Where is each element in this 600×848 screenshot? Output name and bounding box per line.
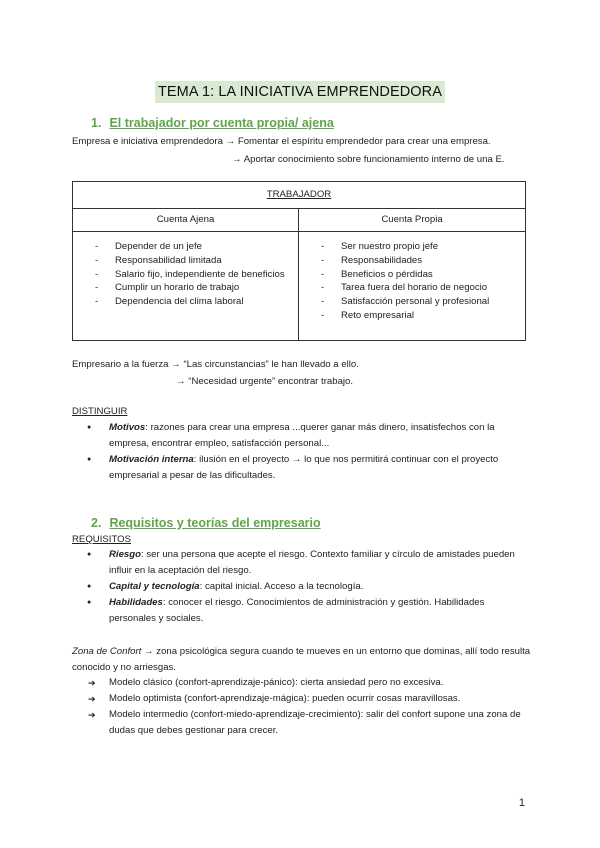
section-2-title: Requisitos y teorías del empresario	[109, 516, 321, 530]
list-item: - Depender de un jefe	[73, 240, 298, 254]
confort-models-list	[72, 675, 532, 739]
section-2-number: 2.	[91, 516, 102, 530]
section-1-number: 1.	[91, 116, 102, 130]
bullet-text: : conocer el riesgo. Conocimientos de administración y gestión. Habilidades personales y sociales.	[109, 597, 485, 624]
list-item: - Ser nuestro propio jefe	[299, 240, 525, 254]
propia-list	[299, 232, 525, 323]
list-item: ➔ Modelo optimista (confort-aprendizaje-mágica): pueden ocurrir cosas maravillosas.	[72, 691, 532, 707]
bullet-text: : razones para crear una empresa ...querer ganar más dinero, insatisfechos con la empresa, encontrar empleo, satisfacción personal...	[109, 422, 495, 449]
table-header	[73, 182, 525, 209]
empresario-line-1: Empresario a la fuerza → “Las circunstancias” le han llevado a ello.	[72, 359, 359, 370]
distinguir-label: DISTINGUIR	[72, 406, 128, 417]
list-item	[72, 595, 532, 627]
column-body-ajena	[73, 232, 299, 340]
list-item	[72, 420, 532, 452]
list-item: - Beneficios o pérdidas	[299, 268, 525, 282]
worker-table	[72, 181, 526, 341]
column-header-propia: Cuenta Propia	[299, 208, 525, 232]
list-item	[72, 547, 532, 579]
requisitos-label: REQUISITOS	[72, 534, 131, 545]
list-item: - Satisfacción personal y profesional	[299, 295, 525, 309]
bullet-term: Capital y tecnología	[109, 581, 200, 592]
list-item: - Cumplir un horario de trabajo	[73, 281, 298, 295]
page-title: TEMA 1: LA INICIATIVA EMPRENDEDORA	[155, 81, 445, 103]
section-1-title: El trabajador por cuenta propia/ ajena	[109, 116, 334, 130]
list-item: - Responsabilidades	[299, 254, 525, 268]
requisitos-list	[72, 547, 532, 627]
confort-paragraph	[72, 644, 532, 676]
bullet-term: Motivación interna	[109, 454, 194, 465]
bullet-term: Riesgo	[109, 549, 141, 560]
section-1-line-2: → Aportar conocimiento sobre funcionamiento interno de una E.	[232, 154, 505, 165]
section-1-heading	[91, 116, 334, 130]
confort-term: Zona de Confort	[72, 646, 142, 657]
bullet-text: : ser una persona que acepte el riesgo. Contexto familiar y círculo de amistades pueden influir en la aceptación del riesgo.	[109, 549, 515, 576]
list-item: - Responsabilidad limitada	[73, 254, 298, 268]
empresario-line-2: → “Necesidad urgente” encontrar trabajo.	[176, 376, 354, 387]
section-1-line-1: Empresa e iniciativa emprendedora → Fomentar el espíritu emprendedor para crear una empresa.	[72, 136, 491, 147]
list-item: - Reto empresarial	[299, 309, 525, 323]
bullet-text: : ilusión en el proyecto → lo que nos permitirá continuar con el proyecto empresarial a pesar de las dificultades.	[109, 454, 499, 481]
column-body-propia	[299, 232, 525, 340]
section-2-heading	[91, 516, 321, 530]
confort-text: → zona psicológica segura cuando te mueves en un entorno que dominas, allí todo resulta conocido y no arriesgas.	[72, 646, 531, 673]
list-item: - Tarea fuera del horario de negocio	[299, 281, 525, 295]
bullet-term: Motivos	[109, 422, 146, 433]
ajena-list	[73, 232, 298, 309]
list-item: ➔ Modelo intermedio (confort-miedo-aprendizaje-crecimiento): salir del confort supone una zona de dudas que debes gestionar para crecer.	[72, 707, 532, 739]
bullet-term: Habilidades	[109, 597, 163, 608]
bullet-text: : capital inicial. Acceso a la tecnología.	[199, 581, 364, 592]
distinguir-list	[72, 420, 532, 484]
page-number: 1	[518, 797, 525, 809]
list-item	[72, 452, 532, 484]
list-item	[72, 579, 532, 595]
list-item: - Salario fijo, independiente de beneficios	[73, 268, 298, 282]
table-header-label: TRABAJADOR	[266, 189, 332, 200]
list-item: - Dependencia del clima laboral	[73, 295, 298, 309]
column-header-ajena: Cuenta Ajena	[73, 208, 299, 232]
list-item: ➔ Modelo clásico (confort-aprendizaje-pánico): cierta ansiedad pero no excesiva.	[72, 675, 532, 691]
title-block	[0, 71, 600, 112]
